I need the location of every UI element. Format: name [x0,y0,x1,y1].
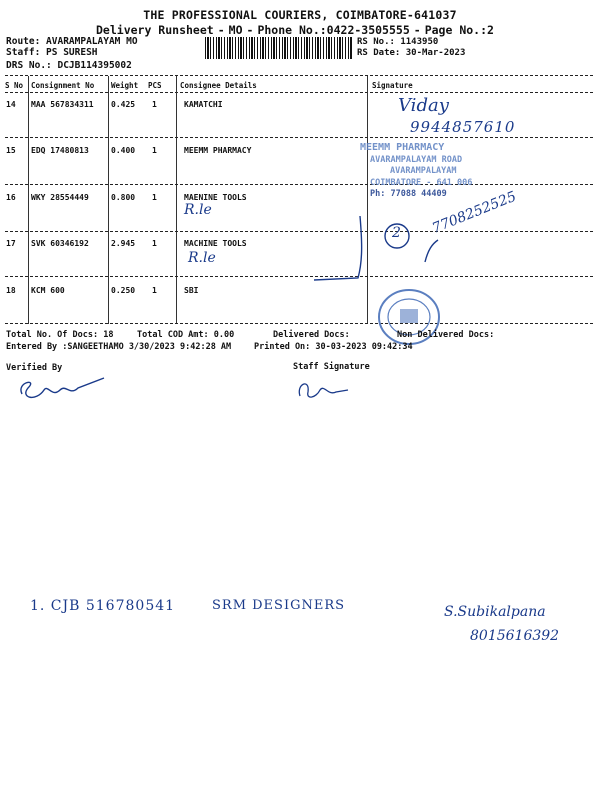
handwritten-name: Vidaу [398,95,450,116]
row-consignment: KCM 600 [31,286,65,295]
runsheet-heading: Delivery Runsheet - MO - Phone No.:0422-3505555 - Page No.:2 [96,23,494,37]
row-rule [5,276,593,277]
row-consignment: SVK 60346192 [31,239,89,248]
col-consignee: Consignee Details [180,81,257,90]
company-title: THE PROFESSIONAL COURIERS, COIMBATORE-641037 [143,8,457,22]
total-cod: Total COD Amt: 0.00 [137,330,235,340]
col-weight: Weight [111,81,139,90]
col-pcs: PCS [148,81,162,90]
col-separator [108,76,109,324]
staff-signature [292,374,352,404]
row-consignee: MAENINE TOOLS [184,193,247,202]
handwritten-company: SRM DESIGNERS [212,598,346,613]
table-top-rule [5,75,593,76]
row-pcs: 1 [152,239,157,248]
row-weight: 0.425 [111,100,136,109]
page-number: Page No.:2 [424,23,494,37]
route-label: Route: AVARAMPALAYAM MO [6,36,138,47]
handwritten-note: R.le [184,202,212,218]
handwritten-phone: 7708252525 [430,188,519,237]
handwritten-phone: 8015616392 [470,628,560,644]
delivered-docs: Delivered Docs: [273,330,350,340]
row-pcs: 1 [152,100,157,109]
row-consignee: MEEMM PHARMACY [184,146,252,155]
printed-on: Printed On: 30-03-2023 09:42:34 [254,342,413,352]
circled-number: 2 [392,225,401,241]
entered-by: Entered By :SANGEETHAMO 3/30/2023 9:42:28 AM [6,342,232,352]
table-header-rule [5,92,593,93]
row-consignee: MACHINE TOOLS [184,239,247,248]
stamp-line5: Ph: 77088 44409 [370,189,447,199]
non-delivered-docs: Non Delivered Docs: [397,330,495,340]
table-bottom-rule [5,323,593,324]
drs-number: DRS No.: DCJB114395002 [6,60,132,71]
stamp-line4: COIMBATORE - 641 006 [370,178,473,188]
handwritten-phone: 9944857610 [410,118,516,136]
row-sno: 18 [6,286,16,295]
verified-by-label: Verified By [6,363,63,373]
stamp-line3: AVARAMPALAYAM [390,166,457,176]
row-sno: 17 [6,239,16,248]
row-consignee: KAMATCHI [184,100,223,109]
runsheet-title: Delivery Runsheet [96,23,214,37]
total-docs: Total No. Of Docs: 18 [6,330,114,340]
row-pcs: 1 [152,146,157,155]
handwritten-note: R.le [188,250,216,266]
row-consignment: MAA 567834311 [31,100,94,109]
stamp-line1: MEEMM PHARMACY [360,142,445,153]
row-weight: 2.945 [111,239,136,248]
rs-number: RS No.: 1143950 [357,37,439,47]
staff-label: Staff: PS SURESH [6,47,98,58]
col-separator [176,76,177,324]
handwritten-signature: S.Subikalpana [444,604,546,620]
row-rule [5,231,593,232]
col-signature: Signature [372,81,413,90]
row-consignment: WKY 28554449 [31,193,89,202]
row-sno: 14 [6,100,16,109]
row-pcs: 1 [152,193,157,202]
col-consignment: Consignment No [31,81,95,90]
barcode [205,37,352,59]
handwritten-marks [300,210,440,290]
row-pcs: 1 [152,286,157,295]
row-sno: 16 [6,193,16,202]
stamp-line2: AVARAMPALAYAM ROAD [370,155,463,165]
runsheet-mode: MO [228,23,243,37]
rs-date: RS Date: 30-Mar-2023 [357,48,466,58]
row-rule [5,184,593,185]
verifier-signature [14,372,114,406]
col-sno: S No [5,81,24,90]
staff-signature-label: Staff Signature [293,362,370,372]
row-weight: 0.250 [111,286,136,295]
row-weight: 0.400 [111,146,136,155]
row-consignee: SBI [184,286,199,295]
row-weight: 0.800 [111,193,136,202]
handwritten-consignment: 1. CJB 516780541 [30,598,176,614]
col-separator [28,76,29,324]
row-sno: 15 [6,146,16,155]
phone-number: Phone No.:0422-3505555 [257,23,410,37]
row-rule [5,137,593,138]
row-consignment: EDQ 17480813 [31,146,89,155]
